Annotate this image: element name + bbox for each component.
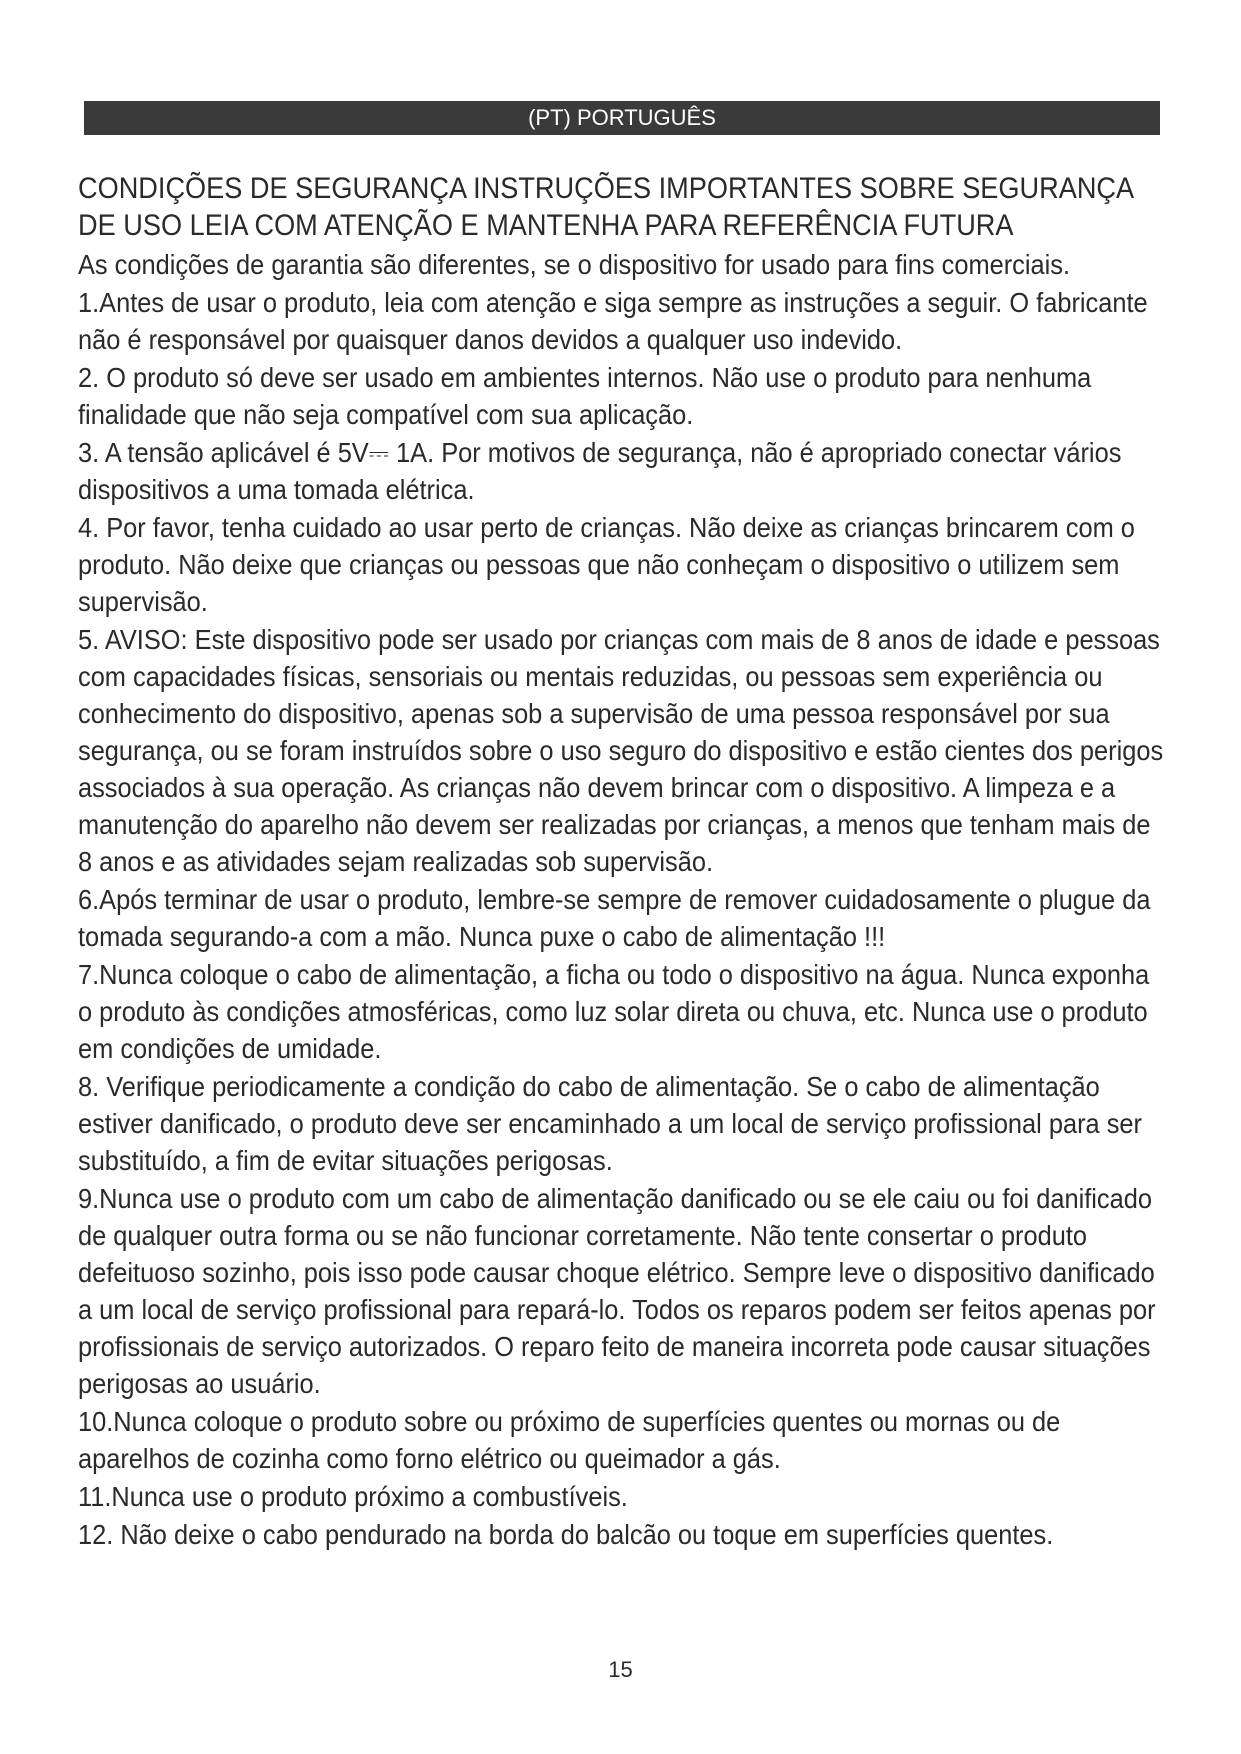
heading-line-2: DE USO LEIA COM ATENÇÃO E MANTENHA PARA REFERÊNCIA FUTURA [78, 209, 1014, 242]
instruction-item-12: 12. Não deixe o cabo pendurado na borda do balcão ou toque em superfícies quentes. [78, 1519, 1054, 1550]
instruction-item-3: 3. A tensão aplicável é 5V⎓ 1A. Por motivos de segurança, não é apropriado conectar vários dispositivos a uma tomada elétrica. [78, 437, 1122, 505]
instruction-item-8: 8. Verifique periodicamente a condição do cabo de alimentação. Se o cabo de alimentação estiver danificado, o produto deve ser encaminhado a um local de serviço profissional para ser substituído, a fim de evitar situações perigosas. [78, 1071, 1142, 1176]
instruction-item-9: 9.Nunca use o produto com um cabo de alimentação danificado ou se ele caiu ou foi danificado de qualquer outra forma ou se não funcionar corretamente. Não tente consertar o produto defeituoso sozinho, pois isso pode causar choque elétrico. Sempre leve o dispositivo danificado a um local de serviço profissional para repará-lo. Todos os reparos podem ser feitos apenas por profissionais de serviço autorizados. O reparo feito de maneira incorreta pode causar situações perigosas ao usuário. [78, 1183, 1156, 1399]
instruction-item-7: 7.Nunca coloque o cabo de alimentação, a ficha ou todo o dispositivo na água. Nunca exponha o produto às condições atmosféricas, como luz solar direta ou chuva, etc. Nunca use o produto em condições de umidade. [78, 959, 1150, 1064]
instruction-item-5: 5. AVISO: Este dispositivo pode ser usado por crianças com mais de 8 anos de idade e pessoas com capacidades físicas, sensoriais ou mentais reduzidas, ou pessoas sem experiência ou conhecimento do dispositivo, apenas sob a supervisão de uma pessoa responsável por sua segurança, ou se foram instruídos sobre o uso seguro do dispositivo e estão cientes dos perigos associados à sua operação. As crianças não devem brincar com o dispositivo. A limpeza e a manutenção do aparelho não devem ser realizadas por crianças, a menos que tenham mais de 8 anos e as atividades sejam realizadas sob supervisão. [78, 624, 1164, 877]
instruction-item-2: 2. O produto só deve ser usado em ambientes internos. Não use o produto para nenhuma finalidade que não seja compatível com sua aplicação. [78, 362, 1092, 430]
language-header-bar: (PT) PORTUGUÊS [84, 101, 1160, 135]
instruction-item-11: 11.Nunca use o produto próximo a combustíveis. [78, 1481, 628, 1512]
warranty-intro: As condições de garantia são diferentes, se o dispositivo for usado para fins comerciais. [78, 249, 1071, 280]
instruction-item-1: 1.Antes de usar o produto, leia com atenção e siga sempre as instruções a seguir. O fabricante não é responsável por quaisquer danos devidos a qualquer uso indevido. [78, 287, 1148, 355]
safety-instructions [78, 170, 1168, 1553]
instruction-item-6: 6.Após terminar de usar o produto, lembre-se sempre de remover cuidadosamente o plugue da tomada segurando-a com a mão. Nunca puxe o cabo de alimentação !!! [78, 884, 1151, 952]
heading-line-1: CONDIÇÕES DE SEGURANÇA INSTRUÇÕES IMPORTANTES SOBRE SEGURANÇA [78, 172, 1135, 205]
instruction-item-4: 4. Por favor, tenha cuidado ao usar perto de crianças. Não deixe as crianças brincarem com o produto. Não deixe que crianças ou pessoas que não conheçam o dispositivo o utilizem sem supervisão. [78, 512, 1135, 617]
instruction-item-10: 10.Nunca coloque o produto sobre ou próximo de superfícies quentes ou mornas ou de aparelhos de cozinha como forno elétrico ou queimador a gás. [78, 1406, 1061, 1474]
page-number: 15 [608, 1657, 633, 1682]
